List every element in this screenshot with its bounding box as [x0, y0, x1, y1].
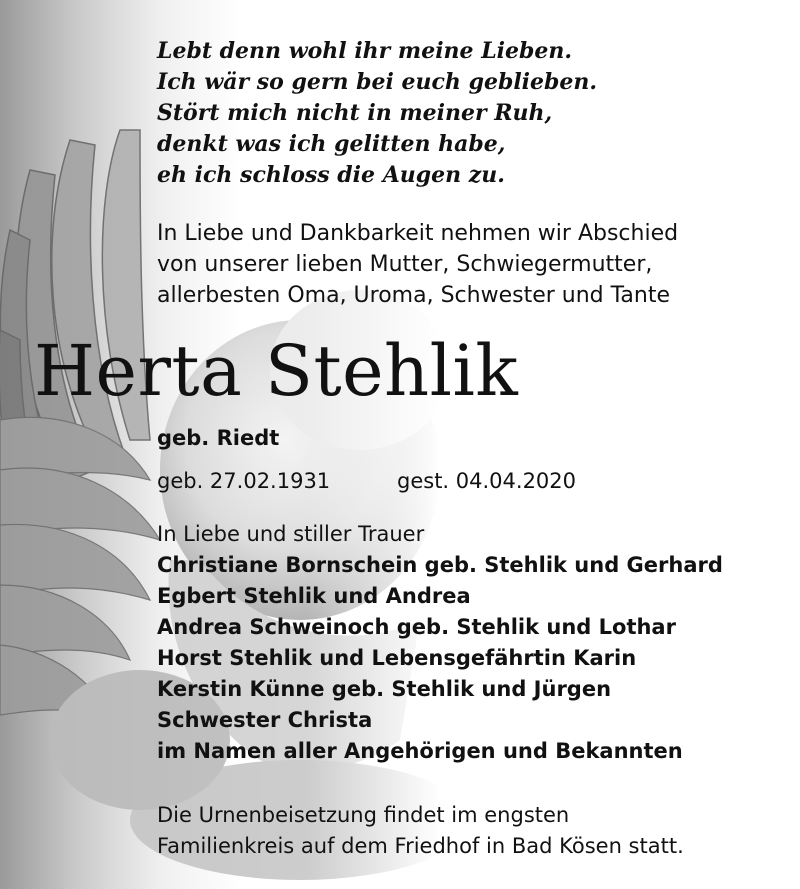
poem-line: Lebt denn wohl ihr meine Lieben.	[157, 38, 573, 64]
death-date: gest. 04.04.2020	[397, 469, 577, 493]
mourners-lead: In Liebe und stiller Trauer	[157, 522, 425, 546]
poem-line: denkt was ich gelitten habe,	[157, 131, 506, 157]
poem-line: Stört mich nicht in meiner Ruh,	[157, 100, 553, 126]
deceased-name: Herta Stehlik	[34, 330, 519, 412]
funeral-notice	[157, 800, 797, 862]
mourner-entry: Horst Stehlik und Lebensgefährtin Karin	[157, 646, 637, 670]
intro-line: von unserer lieben Mutter, Schwiegermutter,	[157, 252, 653, 277]
mourner-entry: Schwester Christa	[157, 708, 373, 732]
mourner-entry: im Namen aller Angehörigen und Bekannten	[157, 739, 683, 763]
intro-line: In Liebe und Dankbarkeit nehmen wir Abschied	[157, 221, 679, 246]
funeral-line: Familienkreis auf dem Friedhof in Bad Kösen statt.	[157, 834, 684, 858]
funeral-line: Die Urnenbeisetzung findet im engsten	[157, 803, 570, 827]
poem-line: Ich wär so gern bei euch geblieben.	[157, 69, 598, 95]
farewell-intro	[157, 218, 797, 311]
mourners-list	[157, 519, 797, 767]
life-dates	[157, 466, 757, 496]
mourner-entry: Kerstin Künne geb. Stehlik und Jürgen	[157, 677, 612, 701]
poem-line: eh ich schloss die Augen zu.	[157, 162, 505, 188]
mourner-entry: Egbert Stehlik und Andrea	[157, 584, 471, 608]
maiden-name: geb. Riedt	[157, 426, 280, 450]
intro-line: allerbesten Oma, Uroma, Schwester und Tante	[157, 283, 671, 308]
mourner-entry: Andrea Schweinoch geb. Stehlik und Lothar	[157, 615, 676, 639]
mourner-entry: Christiane Bornschein geb. Stehlik und Gerhard	[157, 553, 723, 577]
birth-date: geb. 27.02.1931	[157, 469, 331, 493]
poem-verse	[157, 36, 717, 191]
